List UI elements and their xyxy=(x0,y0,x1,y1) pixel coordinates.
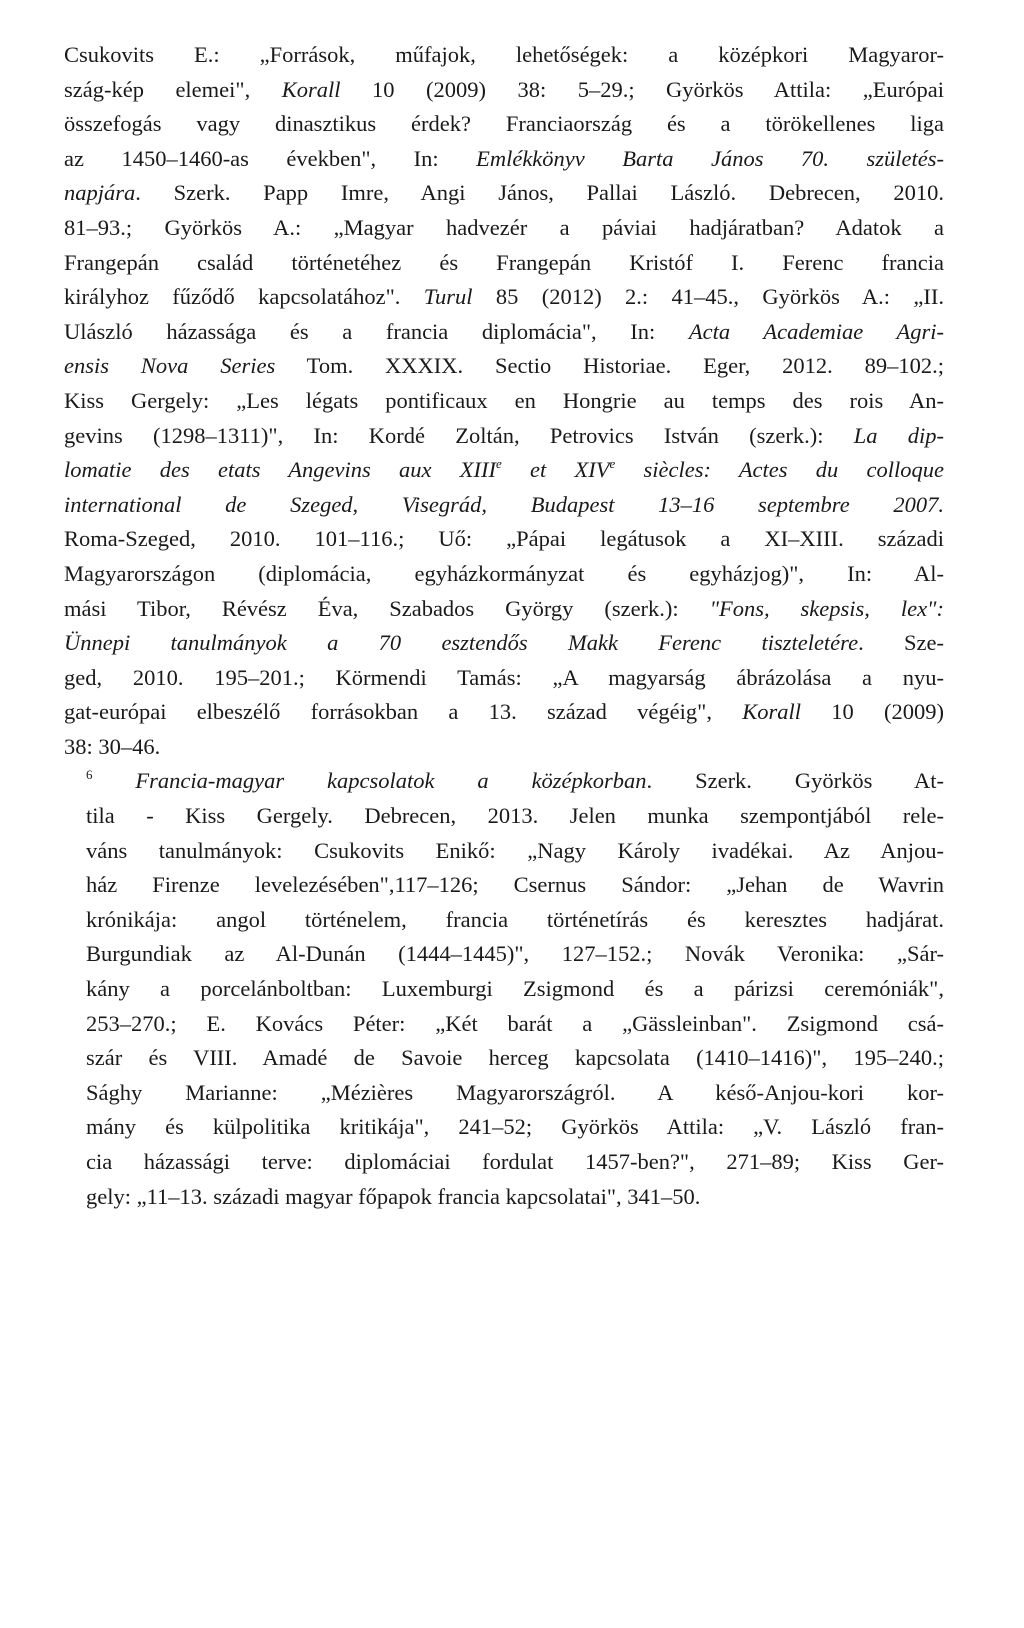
text-run: 81–93.; Györkös A.: „Magyar hadvezér a páviai hadjáratban? Adatok a xyxy=(64,214,944,240)
italic-title: international de Szeged, Visegrád, Budapest 13–16 septembre 2007. xyxy=(64,491,944,517)
text-run: 10 (2009) xyxy=(801,699,944,725)
text-line xyxy=(64,626,944,661)
text-line xyxy=(64,211,944,246)
text-run: ház Firenze levelezésében",117–126; Csernus Sándor: „Jehan de Wavrin xyxy=(86,872,944,898)
text-run: Magyarországon (diplomácia, egyházkormányzat és egyházjog)", In: Al- xyxy=(64,560,944,586)
text-line xyxy=(64,834,944,869)
italic-title: Acta Academiae Agri- xyxy=(688,318,944,344)
italic-title: Emlékkönyv Barta János 70. születés- xyxy=(476,145,944,171)
text-line xyxy=(64,1110,944,1145)
superscript: e xyxy=(495,456,502,472)
italic-title: et XIV xyxy=(501,457,610,483)
text-run: 85 (2012) 2.: 41–45., Györkös A.: „II. xyxy=(472,284,945,310)
text-run: gat-európai elbeszélő forrásokban a 13. század végéig", xyxy=(64,699,743,725)
text-run: kány a porcelánboltban: Luxemburgi Zsigmond és a párizsi ceremóniák", xyxy=(86,976,944,1002)
text-run: gely: „11–13. századi magyar főpapok francia kapcsolatai", 341–50. xyxy=(86,1183,701,1209)
italic-title: siècles: Actes du colloque xyxy=(615,457,945,483)
text-run: Csukovits E.: „Források, műfajok, lehetőségek: a középkori Magyaror- xyxy=(64,42,944,67)
text-run: az 1450–1460-as években", In: xyxy=(64,145,477,171)
text-run: . Szerk. Papp Imre, Angi János, Pallai László. Debrecen, 2010. xyxy=(135,180,944,206)
text-line xyxy=(64,1145,944,1180)
text-line xyxy=(64,730,944,765)
text-line xyxy=(64,661,944,696)
text-line xyxy=(64,799,944,834)
text-line xyxy=(64,1041,944,1076)
italic-title: napjára xyxy=(64,180,136,206)
footnote-marker: 6 xyxy=(86,767,93,783)
text-line xyxy=(64,280,944,315)
italic-title: Turul xyxy=(423,284,473,310)
text-run: 10 (2009) 38: 5–29.; Györkös Attila: „Európai xyxy=(340,76,944,102)
text-line xyxy=(64,1076,944,1111)
text-line xyxy=(64,315,944,350)
text-run: tila - Kiss Gergely. Debrecen, 2013. Jelen munka szempontjából rele- xyxy=(86,803,944,829)
text-run: mási Tibor, Révész Éva, Szabados György (szerk.): xyxy=(64,595,710,621)
text-line xyxy=(64,142,944,177)
footnote-continuation xyxy=(64,38,944,764)
italic-title: ensis Nova Series xyxy=(64,353,276,379)
italic-title: "Fons, skepsis, lex": xyxy=(709,595,944,621)
text-line xyxy=(64,246,944,281)
text-run: krónikája: angol történelem, francia történetírás és keresztes hadjárat. xyxy=(86,906,944,932)
text-run: 253–270.; E. Kovács Péter: „Két barát a „Gässleinban". Zsigmond csá- xyxy=(86,1010,944,1036)
text-run: szár és VIII. Amadé de Savoie herceg kapcsolata (1410–1416)", 195–240.; xyxy=(86,1045,944,1071)
text-line xyxy=(64,695,944,730)
italic-title: Francia-magyar kapcsolatok a középkorban xyxy=(135,768,647,794)
text-line xyxy=(64,176,944,211)
text-line xyxy=(64,73,944,108)
text-run: összefogás vagy dinasztikus érdek? Franciaország és a törökellenes liga xyxy=(64,111,944,137)
text-line xyxy=(64,522,944,557)
italic-title: Korall xyxy=(742,699,801,725)
text-line xyxy=(64,453,944,488)
page xyxy=(64,38,944,1214)
text-line xyxy=(64,38,944,73)
text-line xyxy=(64,764,944,799)
text-run: . Szerk. Györkös At- xyxy=(646,768,944,794)
text-run: mány és külpolitika kritikája", 241–52; Györkös Attila: „V. László fran- xyxy=(86,1114,944,1140)
text-run: Burgundiak az Al-Dunán (1444–1445)", 127–152.; Novák Veronika: „Sár- xyxy=(86,941,944,967)
text-line xyxy=(64,488,944,523)
text-run: Tom. XXXIX. Sectio Historiae. Eger, 2012. 89–102.; xyxy=(275,353,944,379)
text-line xyxy=(64,868,944,903)
text-run: szág-kép elemei", xyxy=(64,76,282,102)
italic-title: Korall xyxy=(281,76,341,102)
text-line xyxy=(64,903,944,938)
text-line xyxy=(64,419,944,454)
text-line xyxy=(64,384,944,419)
italic-title: Ünnepi tanulmányok a 70 esztendős Makk Ferenc tiszteletére xyxy=(64,630,859,656)
text-run: Ulászló házassága és a francia diplomácia", In: xyxy=(64,318,689,344)
text-run: királyhoz fűződő kapcsolatához". xyxy=(64,284,424,310)
text-line xyxy=(64,557,944,592)
text-run: Frangepán család történetéhez és Frangepán Kristóf I. Ferenc francia xyxy=(64,249,944,275)
text-line xyxy=(64,937,944,972)
text-line xyxy=(64,107,944,142)
text-run: 38: 30–46. xyxy=(64,733,161,759)
text-run: váns tanulmányok: Csukovits Enikő: „Nagy Károly ivadékai. Az Anjou- xyxy=(86,837,944,863)
text-run: gevins (1298–1311)", In: Kordé Zoltán, Petrovics István (szerk.): xyxy=(64,422,854,448)
superscript: e xyxy=(609,456,616,472)
italic-title: La dip- xyxy=(853,422,944,448)
text-line xyxy=(64,972,944,1007)
text-run: Kiss Gergely: „Les légats pontificaux en Hongrie au temps des rois An- xyxy=(64,387,944,413)
text-run: ged, 2010. 195–201.; Körmendi Tamás: „A magyarság ábrázolása a nyu- xyxy=(64,664,944,690)
text-run: Sághy Marianne: „Mézières Magyarországról. A késő-Anjou-kori kor- xyxy=(86,1079,944,1105)
text-line xyxy=(64,1007,944,1042)
text-line xyxy=(64,592,944,627)
text-line xyxy=(64,349,944,384)
text-run: Roma-Szeged, 2010. 101–116.; Uő: „Pápai legátusok a XI–XIII. századi xyxy=(64,526,944,552)
text-line xyxy=(64,1180,944,1215)
text-run: cia házassági terve: diplomáciai fordulat 1457-ben?", 271–89; Kiss Ger- xyxy=(86,1149,944,1174)
footnote-6 xyxy=(64,764,944,1214)
italic-title: lomatie des etats Angevins aux XIII xyxy=(64,457,496,483)
text-run: . Sze- xyxy=(858,630,944,656)
